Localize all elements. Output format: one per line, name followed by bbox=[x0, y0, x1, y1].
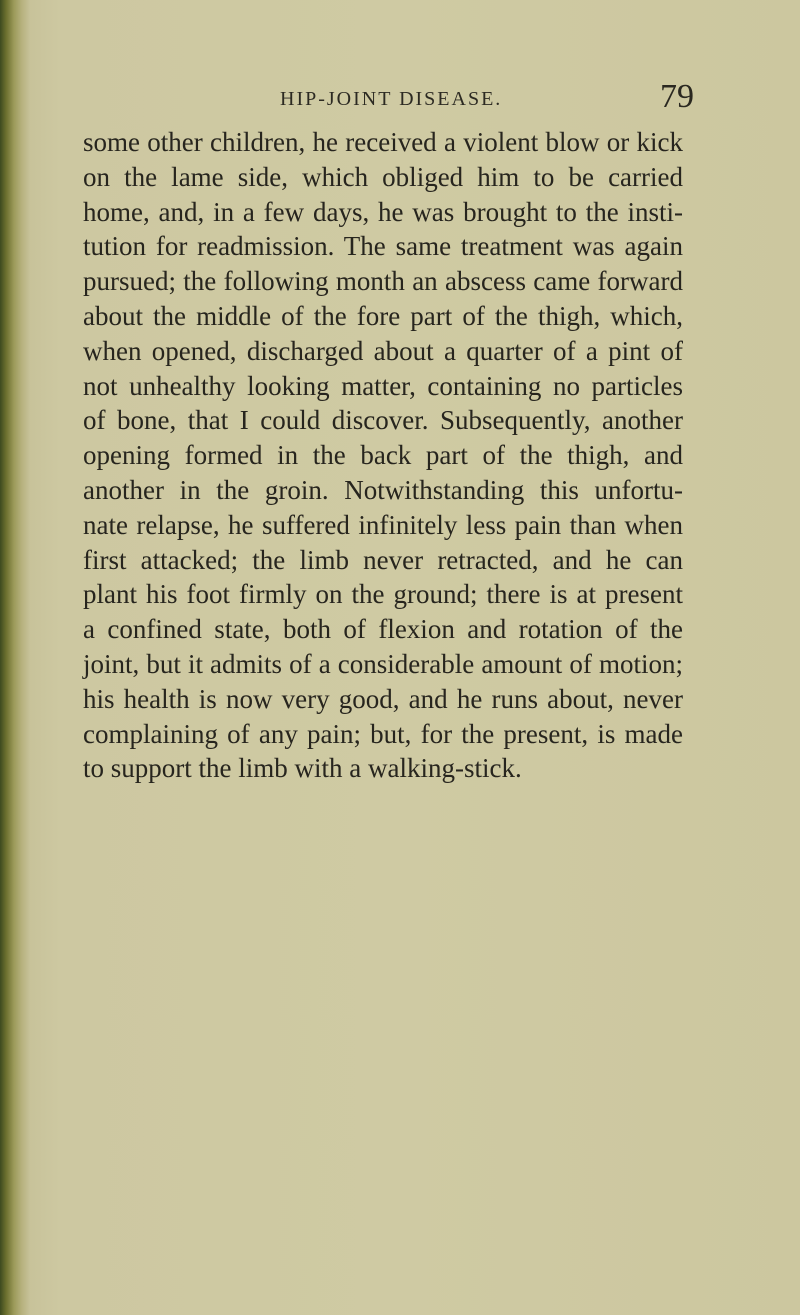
page-binding-edge bbox=[0, 0, 30, 1315]
text-line: plant his foot firmly on the ground; there is at present bbox=[83, 579, 683, 610]
text-line: opening formed in the back part of the thigh, and bbox=[83, 440, 683, 471]
text-line: of bone, that I could discover. Subsequently, another bbox=[83, 405, 683, 436]
text-line: pursued; the following month an abscess came forward bbox=[83, 266, 683, 297]
text-line: on the lame side, which obliged him to be carried bbox=[83, 161, 683, 192]
text-line: first attacked; the limb never retracted, and he can bbox=[83, 544, 683, 575]
text-line: another in the groin. Notwithstanding this unfortu- bbox=[83, 474, 683, 505]
text-line: about the middle of the fore part of the thigh, which, bbox=[83, 300, 683, 331]
body-paragraph bbox=[83, 125, 683, 786]
text-line: tution for readmission. The same treatment was again bbox=[83, 231, 683, 262]
text-line: to support the limb with a walking-stick. bbox=[83, 753, 522, 784]
running-title: HIP-JOINT DISEASE. bbox=[280, 88, 503, 110]
text-line: home, and, in a few days, he was brought to the insti- bbox=[83, 196, 683, 227]
text-line: his health is now very good, and he runs about, never bbox=[83, 683, 683, 714]
page-number: 79 bbox=[660, 78, 694, 115]
text-line: a confined state, both of flexion and rotation of the bbox=[83, 614, 683, 645]
text-line: when opened, discharged about a quarter of a pint of bbox=[83, 335, 683, 366]
text-line: nate relapse, he suffered infinitely less pain than when bbox=[83, 509, 683, 540]
text-line: some other children, he received a violent blow or kick bbox=[83, 127, 683, 157]
text-line: not unhealthy looking matter, containing no particles bbox=[83, 370, 683, 401]
text-line: joint, but it admits of a considerable amount of motion; bbox=[83, 648, 683, 679]
text-line: complaining of any pain; but, for the present, is made bbox=[83, 718, 683, 749]
